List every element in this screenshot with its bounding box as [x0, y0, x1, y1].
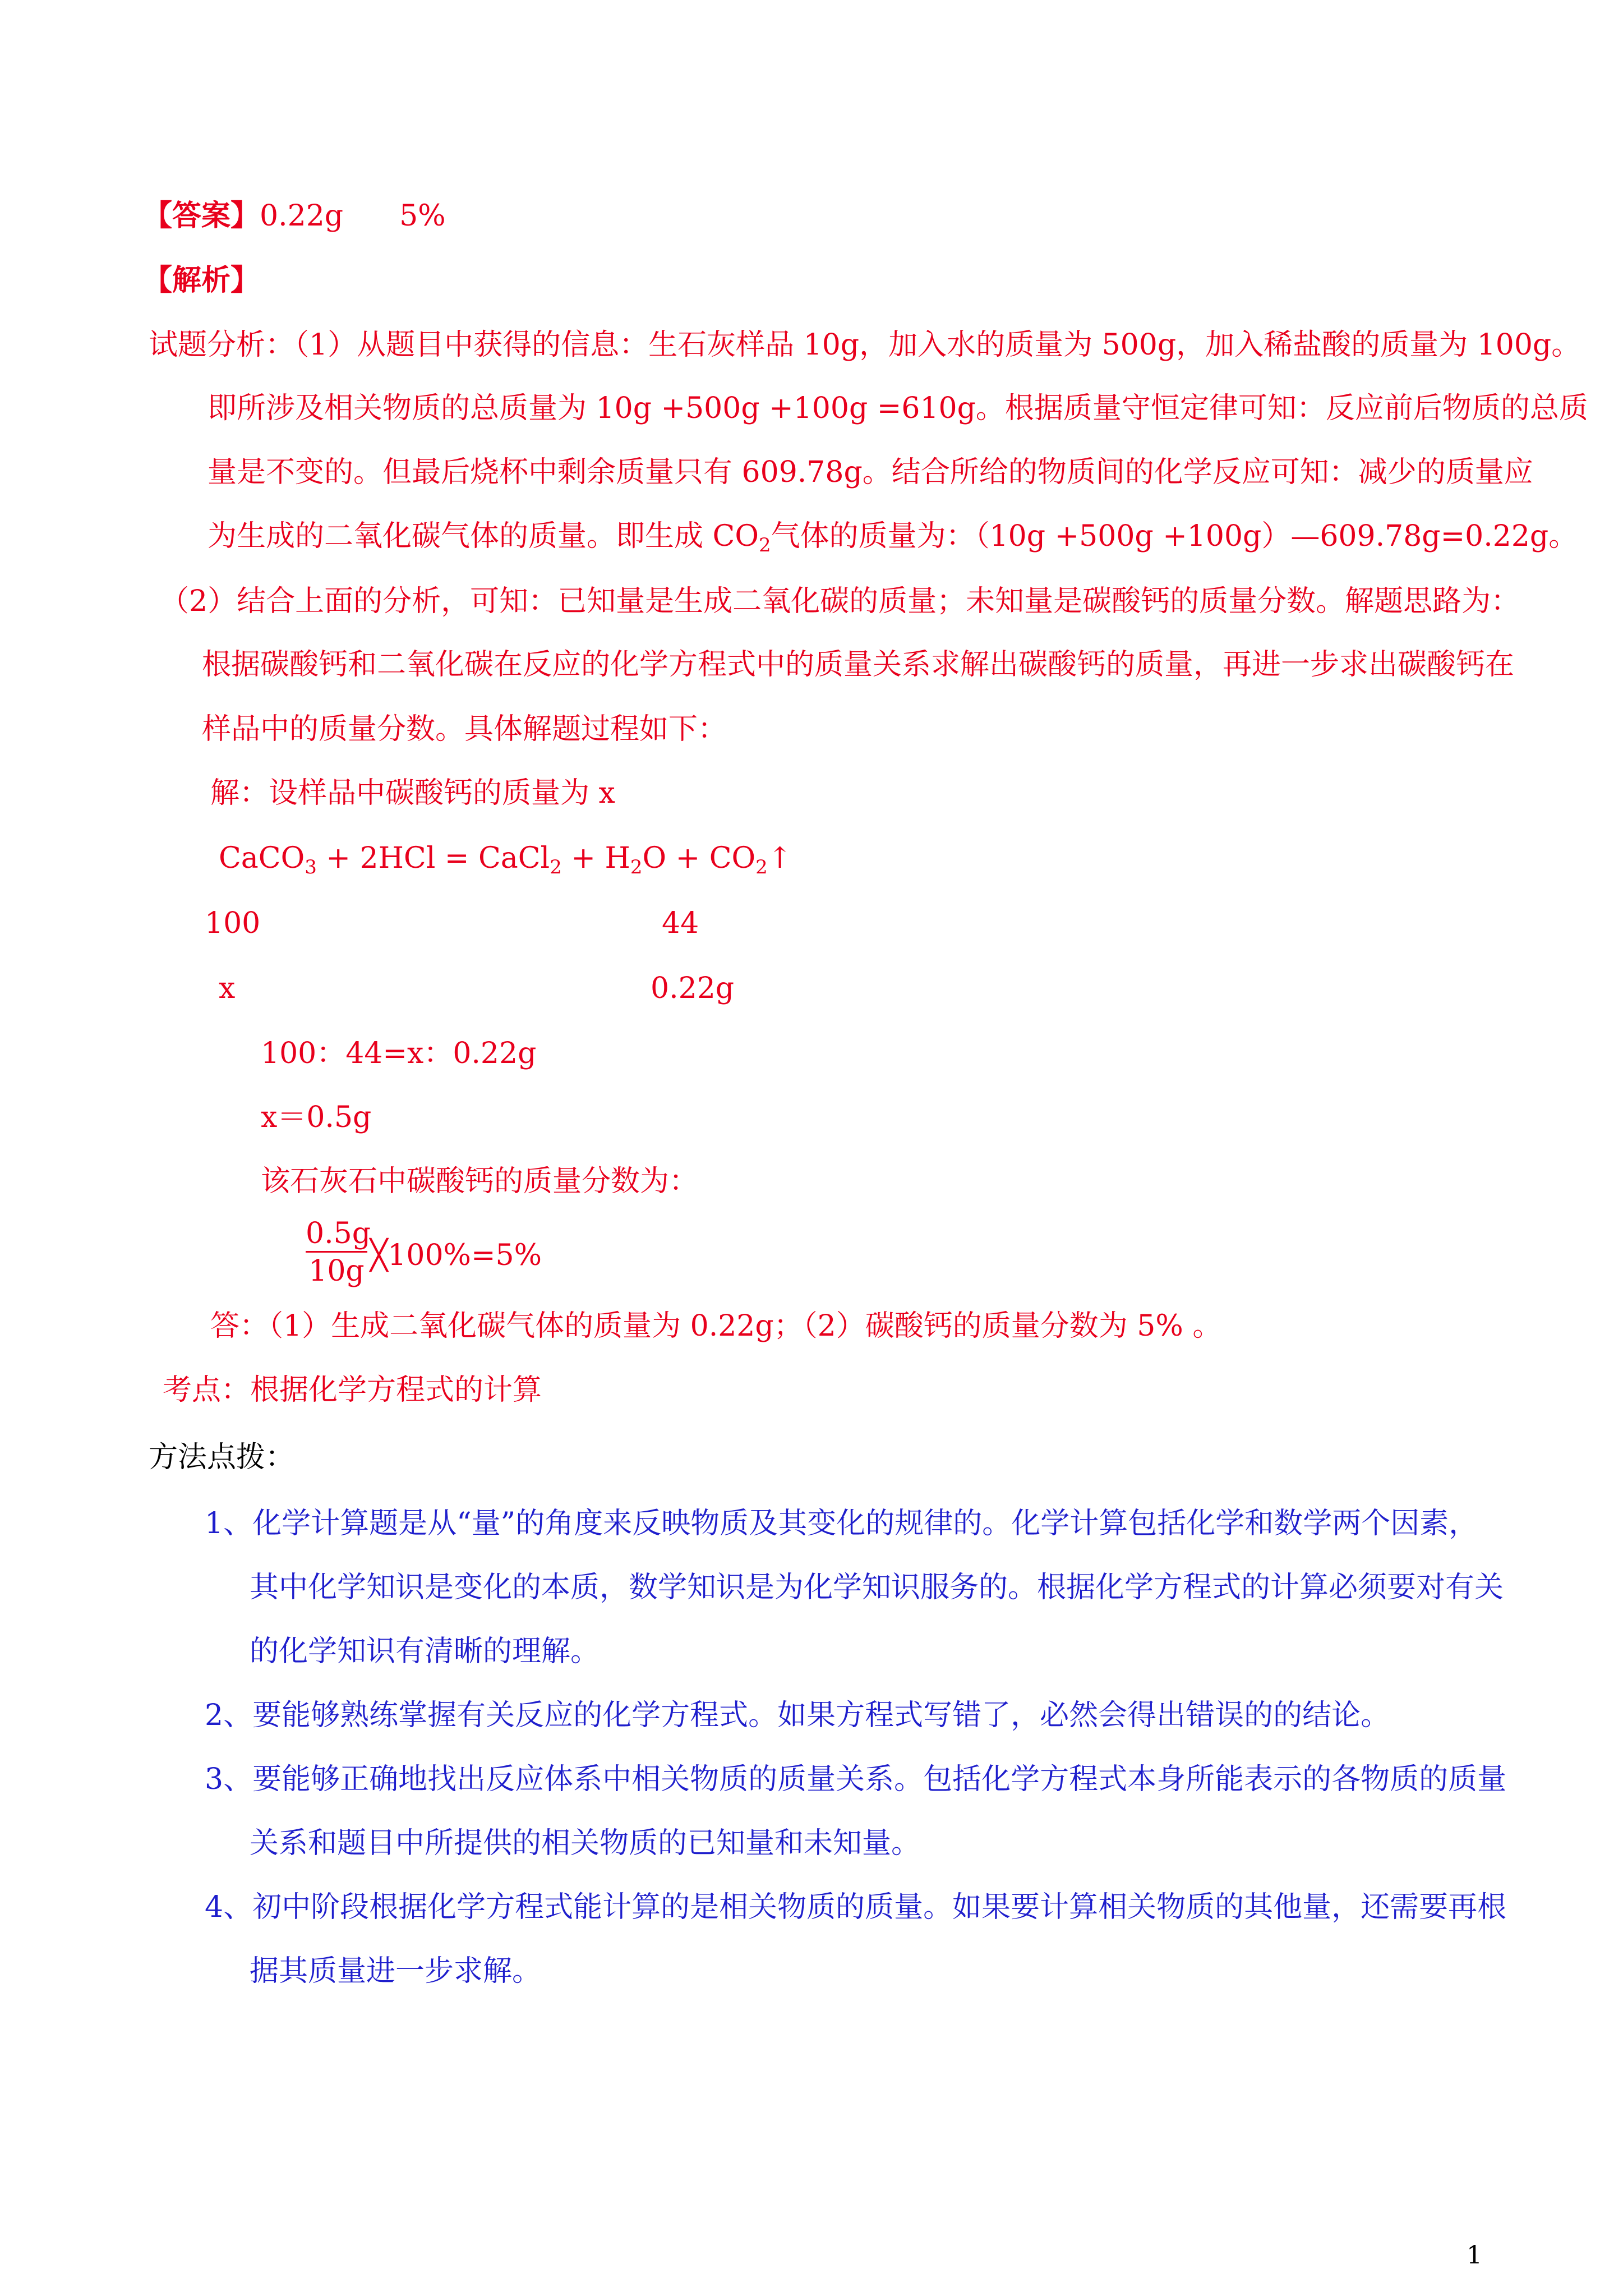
fraction-result: ╳100%=5% — [370, 1239, 542, 1272]
co2-subscript: 2 — [758, 534, 771, 556]
final-answer: 答：（1）生成二氧化碳气体的质量为 0.22g；（2）碳酸钙的质量分数为 5% 。 — [210, 1309, 1222, 1343]
method-item-4-line2: 据其质量进一步求解。 — [250, 1954, 542, 1988]
eq-sub-4: 2 — [755, 856, 768, 878]
answer-value-1: 0.22g — [260, 199, 344, 233]
eq-part-c: + H — [561, 841, 630, 875]
method-item-1-line3: 的化学知识有清晰的理解。 — [250, 1635, 600, 1668]
eq-part-d: O + CO — [642, 841, 756, 875]
answer-value-2: 5% — [399, 199, 446, 233]
var-right: 0.22g — [651, 972, 735, 1005]
method-item-2-line1: 2、要能够熟练掌握有关反应的化学方程式。如果方程式写错了，必然会得出错误的的结论。 — [205, 1699, 1390, 1732]
analysis-p1-line4 — [208, 519, 1578, 556]
method-item-3-line1: 3、要能够正确地找出反应体系中相关物质的质量关系。包括化学方程式本身所能表示的各物质的质量 — [205, 1763, 1507, 1796]
analysis-p1-line2: 即所涉及相关物质的总质量为 10g +500g +100g =610g。根据质量守恒定律可知：反应前后物质的总质 — [208, 392, 1588, 425]
analysis-p1-line3: 量是不变的。但最后烧杯中剩余质量只有 609.78g。结合所给的物质间的化学反应可知：减少的质量应 — [208, 455, 1533, 489]
fraction-bar — [306, 1251, 367, 1253]
eq-part-b: + 2HCl = CaCl — [316, 841, 550, 875]
ratio-left: 100 — [205, 907, 261, 940]
eq-sub-1: 3 — [305, 856, 317, 878]
x-value: x＝0.5g — [261, 1101, 372, 1134]
mass-fraction — [306, 1217, 371, 1288]
answer-line — [143, 199, 446, 233]
eq-sub-2: 2 — [550, 856, 562, 878]
fraction-numerator: 0.5g — [306, 1217, 371, 1250]
analysis-p1-line1: 试题分析：（1）从题目中获得的信息：生石灰样品 10g，加入水的质量为 500g，加入稀盐酸的质量为 100g。 — [149, 328, 1581, 362]
method-title: 方法点拨： — [149, 1441, 295, 1474]
solution-intro: 解：设样品中碳酸钙的质量为 x — [210, 776, 615, 810]
exam-point: 考点：根据化学方程式的计算 — [163, 1373, 542, 1407]
page-number: 1 — [1467, 2241, 1482, 2270]
analysis-p2-line2: 根据碳酸钙和二氧化碳在反应的化学方程式中的质量关系求解出碳酸钙的质量，再进一步求出碳酸钙在 — [202, 648, 1515, 682]
analysis-p2-line1: （2）结合上面的分析，可知：已知量是生成二氧化碳的质量；未知量是碳酸钙的质量分数。解题思路为： — [160, 585, 1520, 618]
method-item-1-line2: 其中化学知识是变化的本质，数学知识是为化学知识服务的。根据化学方程式的计算必须要对有关 — [250, 1571, 1504, 1604]
analysis-p1-line4-b: 气体的质量为：（10g +500g +100g）—609.78g=0.22g。 — [771, 519, 1578, 553]
analysis-p2-line3: 样品中的质量分数。具体解题过程如下： — [202, 712, 727, 746]
proportion: 100：44=x：0.22g — [261, 1037, 537, 1070]
eq-arrow: ↑ — [767, 841, 792, 875]
analysis-label: 【解析】 — [143, 263, 260, 297]
var-left: x — [219, 972, 236, 1005]
eq-part-a: CaCO — [219, 841, 305, 875]
ratio-right: 44 — [662, 907, 699, 940]
chemical-equation — [219, 841, 792, 878]
method-item-3-line2: 关系和题目中所提供的相关物质的已知量和未知量。 — [250, 1826, 921, 1860]
fraction-denominator: 10g — [308, 1254, 365, 1288]
method-item-1-line1: 1、化学计算题是从“量”的角度来反映物质及其变化的规律的。化学计算包括化学和数学两个因素， — [205, 1507, 1478, 1540]
fraction-intro: 该石灰石中碳酸钙的质量分数为： — [261, 1165, 699, 1198]
eq-sub-3: 2 — [630, 856, 643, 878]
analysis-p1-line4-a: 为生成的二氧化碳气体的质量。即生成 CO — [208, 519, 759, 553]
method-item-4-line1: 4、初中阶段根据化学方程式能计算的是相关物质的质量。如果要计算相关物质的其他量，还需要再根 — [205, 1890, 1507, 1924]
answer-label: 【答案】 — [143, 199, 260, 233]
